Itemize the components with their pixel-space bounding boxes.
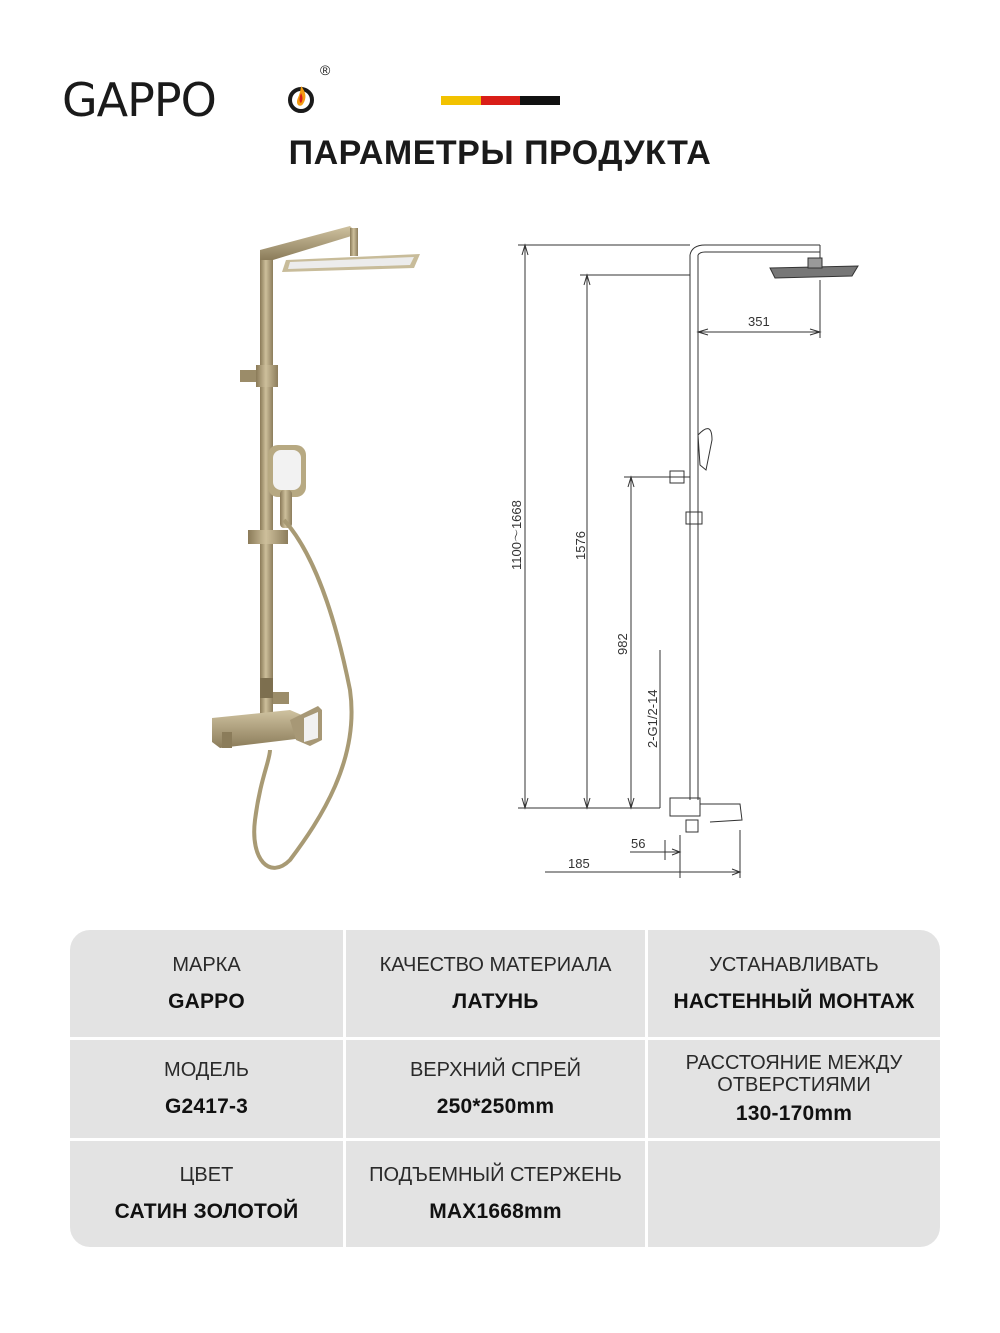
dim-wall-offset: 56 (631, 836, 646, 851)
dim-connection-thread: 2-G1/2-14 (645, 689, 660, 748)
flag-stripe-yellow (441, 96, 481, 105)
flag-stripe-black (520, 96, 560, 105)
dim-arm-length: 351 (748, 314, 770, 329)
spec-value: 250*250mm (436, 1095, 555, 1118)
spec-label: ПОДЪЕМНЫЙ СТЕРЖЕНЬ (369, 1164, 622, 1186)
spec-value: MAX1668mm (429, 1200, 562, 1223)
spec-value: GAPPO (168, 989, 245, 1013)
spec-cell-material (346, 930, 648, 1040)
spec-value: 130-170mm (735, 1102, 853, 1125)
spec-label: УСТАНАВЛИВАТЬ (709, 953, 879, 976)
spec-label: ВЕРХНИЙ СПРЕЙ (409, 1059, 582, 1081)
spec-label: ЦВЕТ (179, 1164, 234, 1186)
technical-drawing (490, 230, 870, 890)
spec-cell-hole-distance (648, 1040, 940, 1141)
spec-cell-model (70, 1040, 346, 1141)
shower-system-image (200, 220, 440, 880)
spec-value: ЛАТУНЬ (452, 989, 539, 1013)
dim-slide-height: 982 (615, 633, 630, 655)
flame-icon (288, 76, 314, 116)
brand-logo-text: GAPPO (62, 73, 216, 127)
dim-column-height: 1576 (573, 531, 588, 560)
spec-label: КАЧЕСТВО МАТЕРИАЛА (379, 953, 612, 976)
spec-cell-color (70, 1141, 346, 1247)
brand-logo (62, 62, 331, 130)
dim-total-height: 1100～1668 (509, 500, 524, 570)
dim-spout-length: 185 (568, 856, 590, 871)
spec-value: НАСТЕННЫЙ МОНТАЖ (673, 989, 915, 1013)
spec-cell-empty (648, 1141, 940, 1247)
flag-stripe-red (481, 96, 521, 105)
registered-mark: ® (320, 62, 331, 78)
spec-cell-lift-rod (346, 1141, 648, 1247)
spec-cell-top-spray (346, 1040, 648, 1141)
flag-strip (441, 96, 560, 105)
spec-table (70, 930, 940, 1247)
spec-value: G2417-3 (164, 1095, 249, 1118)
spec-cell-brand (70, 930, 346, 1040)
spec-cell-installation (648, 930, 940, 1040)
spec-label: РАССТОЯНИЕ МЕЖДУ ОТВЕРСТИЯМИ (685, 1052, 903, 1096)
spec-label: МОДЕЛЬ (164, 1059, 249, 1081)
spec-value: САТИН ЗОЛОТОЙ (114, 1200, 299, 1223)
spec-label: МАРКА (172, 953, 241, 976)
page-title: ПАРАМЕТРЫ ПРОДУКТА (288, 134, 712, 172)
